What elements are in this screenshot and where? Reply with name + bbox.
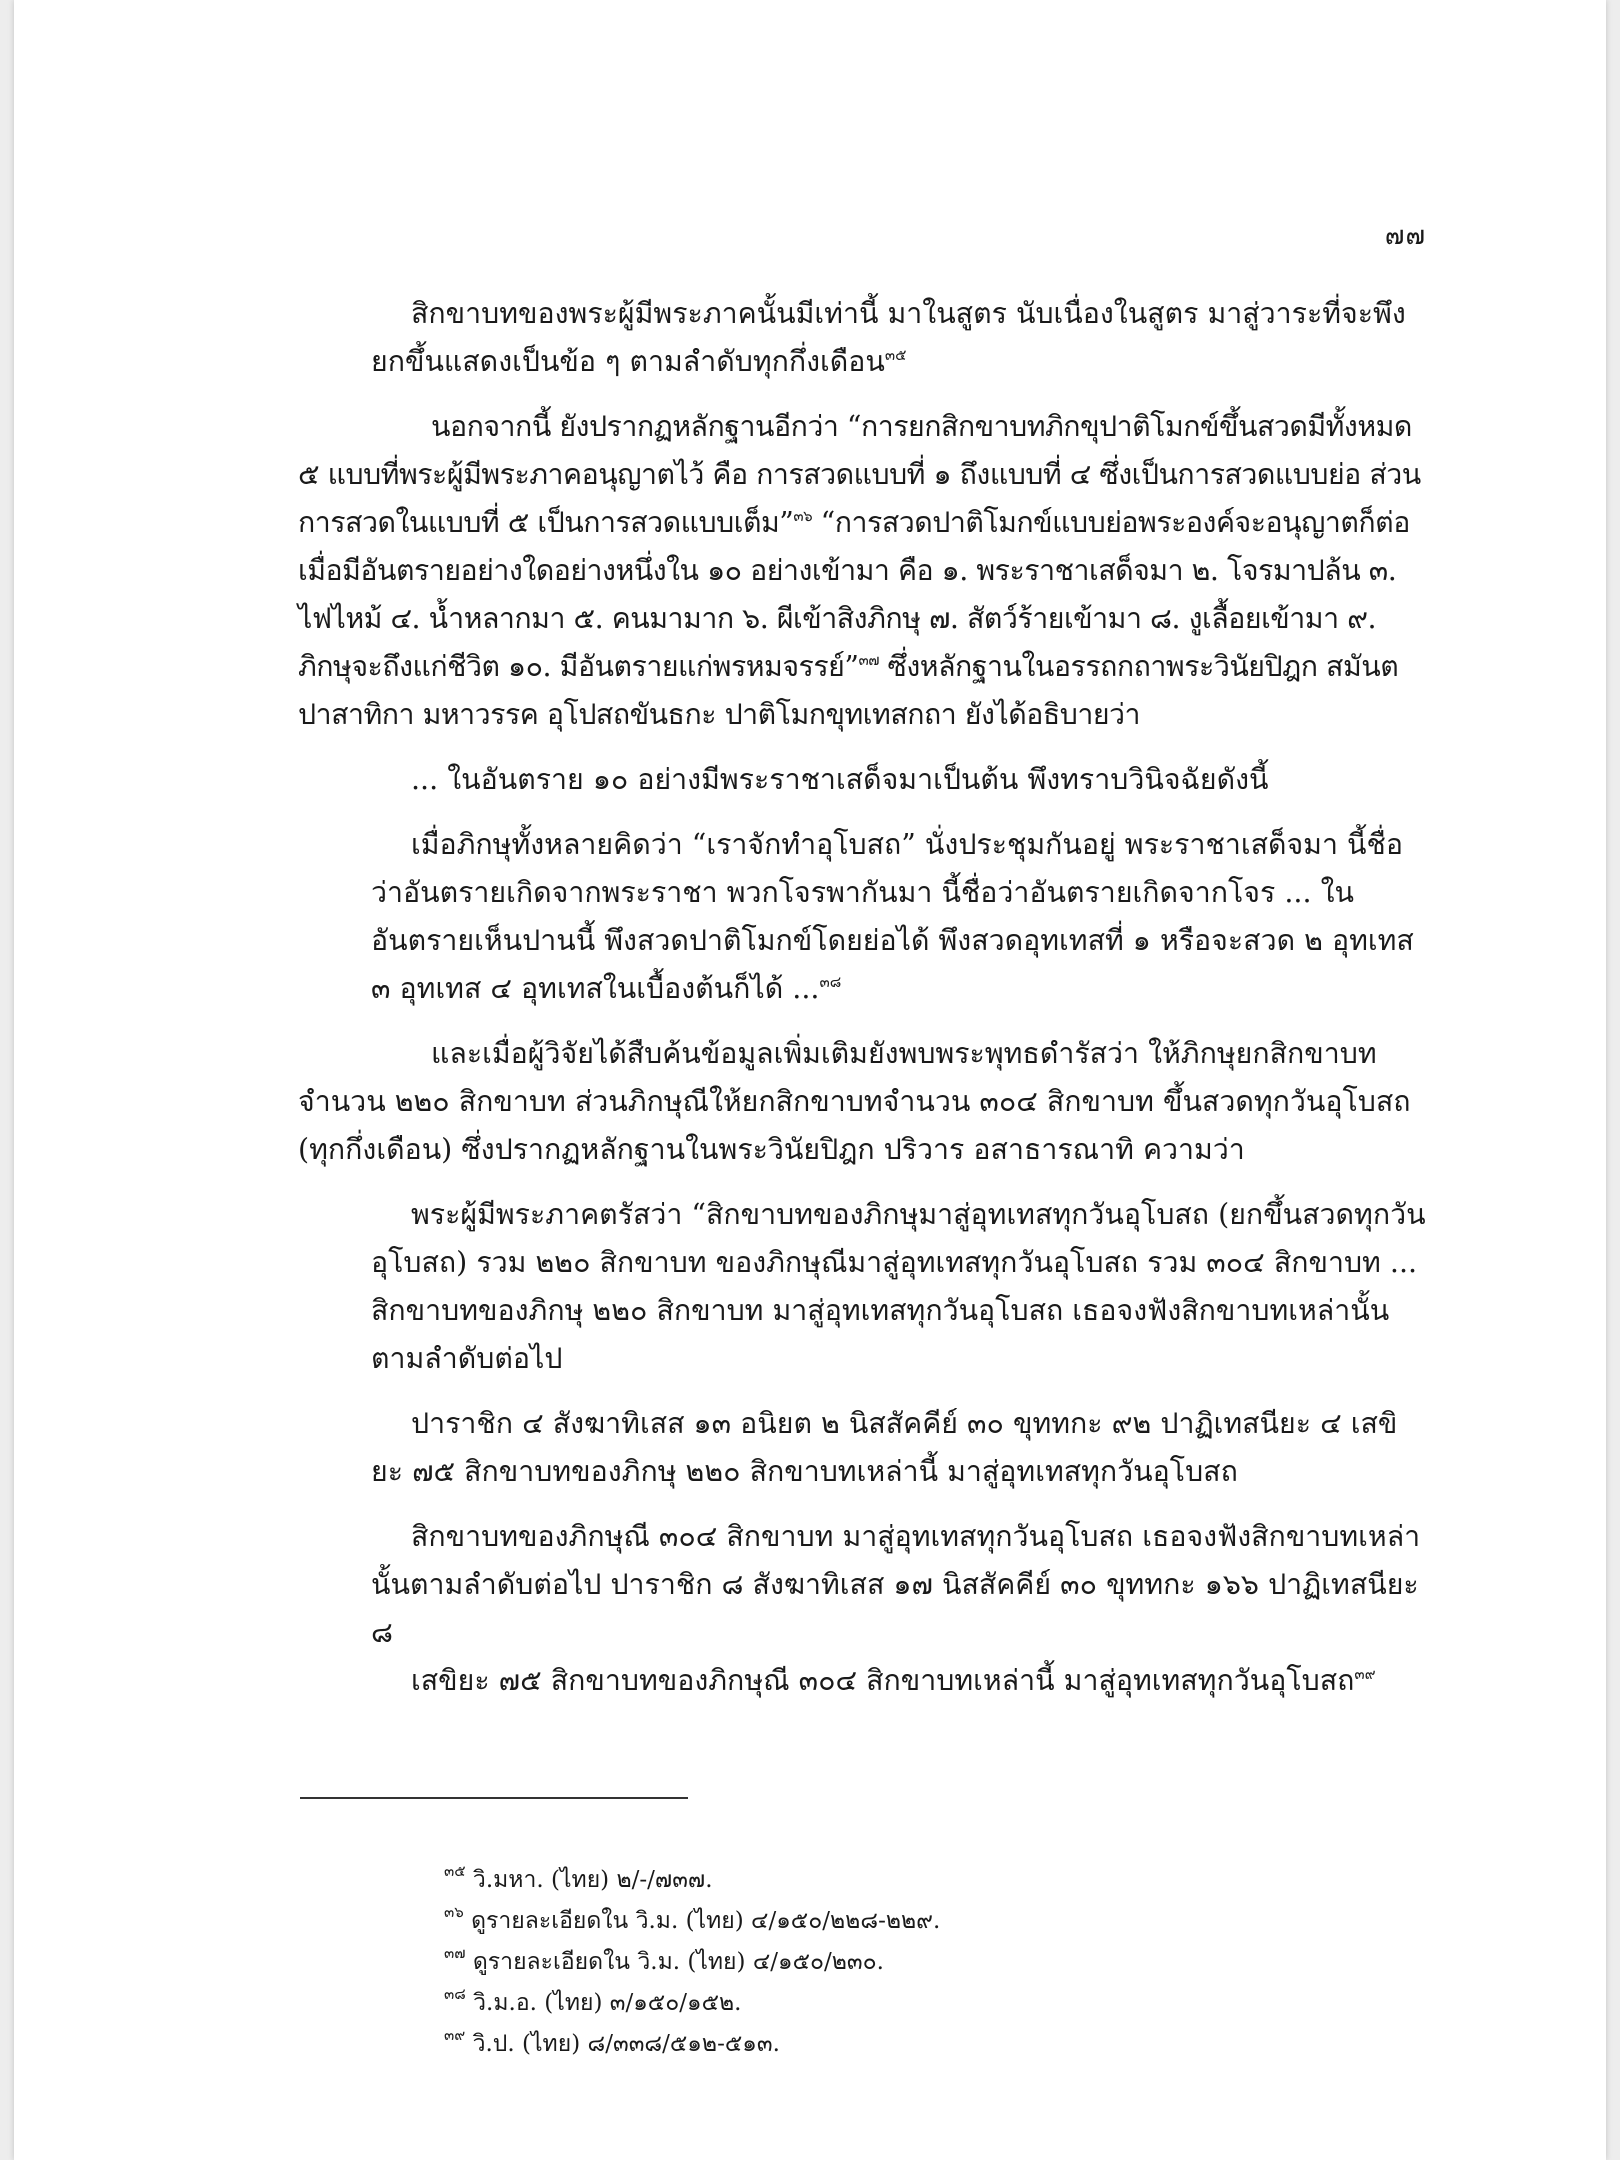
paragraph-text: “การสวดปาติโมกข์แบบย่อพระองค์จะอนุญาตก็ต่อเมื่อมีอันตรายอย่างใดอย่างหนึ่งใน ๑๐ อย่างเข้ามา คือ ๑. พระราชาเสด็จมา ๒. โจรมาปล้น ๓. ไฟไหม้ ๔. น้ำหลากมา ๕. คนมามาก ๖. ผีเข้าสิงภิกษุ ๗. สัตว์ร้ายเข้ามา ๘. งูเลื้อยเข้ามา ๙. ภิกษุจะถึงแก่ชีวิต ๑๐. มีอันตรายแก่พรหมจรรย์”: [298, 506, 1410, 683]
footnote-ref: ๓๕: [884, 346, 907, 364]
footnote-ref: ๓๗: [858, 651, 879, 669]
paragraph-text: เสขิยะ ๗๕ สิกขาบทของภิกษุณี ๓๐๔ สิกขาบทเหล่านี้ มาสู่อุทเทสทุกวันอุโบสถ: [411, 1664, 1355, 1697]
quote-nun-rules: สิกขาบทของภิกษุณี ๓๐๔ สิกขาบท มาสู่อุทเทสทุกวันอุโบสถ เธอจงฟังสิกขาบทเหล่านั้นตามลำดับต่อไป ปาราชิก ๘ สังฆาทิเสส ๑๗ นิสสัคคีย์ ๓๐ ขุททกะ ๑๖๖ ปาฏิเทสนียะ ๘: [371, 1520, 1421, 1649]
document-page: [14, 0, 1606, 2160]
footnote-text: วิ.ป. (ไทย) ๘/๓๓๘/๕๑๒-๕๑๓.: [472, 2031, 780, 2057]
footnote-separator: [300, 1797, 688, 1799]
footnote-text: วิ.มหา. (ไทย) ๒/-/๗๓๗.: [472, 1867, 713, 1893]
footnote-text: ดูรายละเอียดใน วิ.ม. (ไทย) ๔/๑๕๐/๒๓๐.: [472, 1949, 884, 1975]
page-number: ๗๗: [1384, 221, 1426, 251]
footnote: [444, 2024, 940, 2065]
paragraph-text: นอกจากนี้ ยังปรากฏหลักฐานอีกว่า “การยกสิกขาบทภิกขุปาติโมกข์ขึ้นสวดมีทั้งหมด ๕ แบบที่พระผู้มีพระภาคอนุญาตไว้ คือ การสวดแบบที่ ๑ ถึงแบบที่ ๔ ซึ่งเป็นการสวดแบบย่อ ส่วนการสวดในแบบที่ ๕ เป็นการสวดแบบเต็ม”: [298, 410, 1421, 539]
quote-buddha-saying: พระผู้มีพระภาคตรัสว่า “สิกขาบทของภิกษุมาสู่อุทเทสทุกวันอุโบสถ (ยกขึ้นสวดทุกวันอุโบสถ) รวม ๒๒๐ สิกขาบท ของภิกษุณีมาสู่อุทเทสทุกวันอุโบสถ รวม ๓๐๔ สิกขาบท ... สิกขาบทของภิกษุ ๒๒๐ สิกขาบท มาสู่อุทเทสทุกวันอุโบสถ เธอจงฟังสิกขาบทเหล่านั้นตามลำดับต่อไป: [371, 1198, 1426, 1375]
footnote: [444, 1983, 940, 2024]
quote-dangers-intro: ... ในอันตราย ๑๐ อย่างมีพระราชาเสด็จมาเป็นต้น พึงทราบวินิจฉัยดังนี้: [411, 763, 1269, 796]
footnote-number: ๓๗: [444, 1944, 466, 1962]
footnote: [444, 1901, 940, 1942]
quote-dangers: [371, 821, 1429, 1013]
quote-nun-rules-end: [371, 1657, 1429, 1705]
footnote-ref: ๓๙: [1354, 1665, 1376, 1683]
footnote-text: ดูรายละเอียดใน วิ.ม. (ไทย) ๔/๑๕๐/๒๒๘-๒๒๙.: [471, 1908, 941, 1934]
footnote: [444, 1942, 940, 1983]
quote-monk-rules: ปาราชิก ๔ สังฆาทิเสส ๑๓ อนิยต ๒ นิสสัคคีย์ ๓๐ ขุททกะ ๙๒ ปาฏิเทสนียะ ๔ เสขิยะ ๗๕ สิกขาบทของภิกษุ ๒๒๐ สิกขาบทเหล่านี้ มาสู่อุทเทสทุกวันอุโบสถ: [371, 1407, 1398, 1488]
footnote-number: ๓๖: [444, 1903, 464, 1921]
footnote-number: ๓๙: [444, 2026, 466, 2044]
footnote-number: ๓๕: [444, 1862, 466, 1880]
paragraph-evidence: [298, 403, 1429, 739]
footnote-ref: ๓๖: [793, 507, 813, 525]
paragraph-text: เมื่อภิกษุทั้งหลายคิดว่า “เราจักทำอุโบสถ” นั่งประชุมกันอยู่ พระราชาเสด็จมา นี้ชื่อว่าอันตรายเกิดจากพระราชา พวกโจรพากันมา นี้ชื่อว่าอันตรายเกิดจากโจร ... ในอันตรายเห็นปานนี้ พึงสวดปาติโมกข์โดยย่อได้ พึงสวดอุทเทสที่ ๑ หรือจะสวด ๒ อุทเทส ๓ อุทเทส ๔ อุทเทสในเบื้องต้นก็ได้ ...: [371, 828, 1414, 1005]
paragraph-text: ซึ่งหลักฐานในอรรถกถาพระวินัยปิฎก สมันตปาสาทิกา มหาวรรค อุโปสถขันธกะ ปาติโมกขุทเทสกถา ยังได้อธิบายว่า: [298, 650, 1399, 731]
footnote-number: ๓๘: [444, 1985, 466, 2003]
paragraph-research: และเมื่อผู้วิจัยได้สืบค้นข้อมูลเพิ่มเติมยังพบพระพุทธดำรัสว่า ให้ภิกษุยกสิกขาบทจำนวน ๒๒๐ สิกขาบท ส่วนภิกษุณีให้ยกสิกขาบทจำนวน ๓๐๔ สิกขาบท ขึ้นสวดทุกวันอุโบสถ (ทุกกึ่งเดือน) ซึ่งปรากฏหลักฐานในพระวินัยปิฎก ปริวาร อสาธารณาทิ ความว่า: [298, 1037, 1411, 1166]
footnotes: [444, 1860, 940, 2065]
footnote: [444, 1860, 940, 1901]
paragraph-text: สิกขาบทของพระผู้มีพระภาคนั้นมีเท่านี้ มาในสูตร นับเนื่องในสูตร มาสู่วาระที่จะพึงยกขึ้นแสดงเป็นข้อ ๆ ตามลำดับทุกกึ่งเดือน: [371, 297, 1406, 378]
footnote-text: วิ.ม.อ. (ไทย) ๓/๑๕๐/๑๕๒.: [473, 1990, 742, 2016]
body-text: [298, 290, 1429, 1722]
footnote-ref: ๓๘: [819, 973, 842, 991]
paragraph-quote-continuation: [371, 290, 1429, 386]
